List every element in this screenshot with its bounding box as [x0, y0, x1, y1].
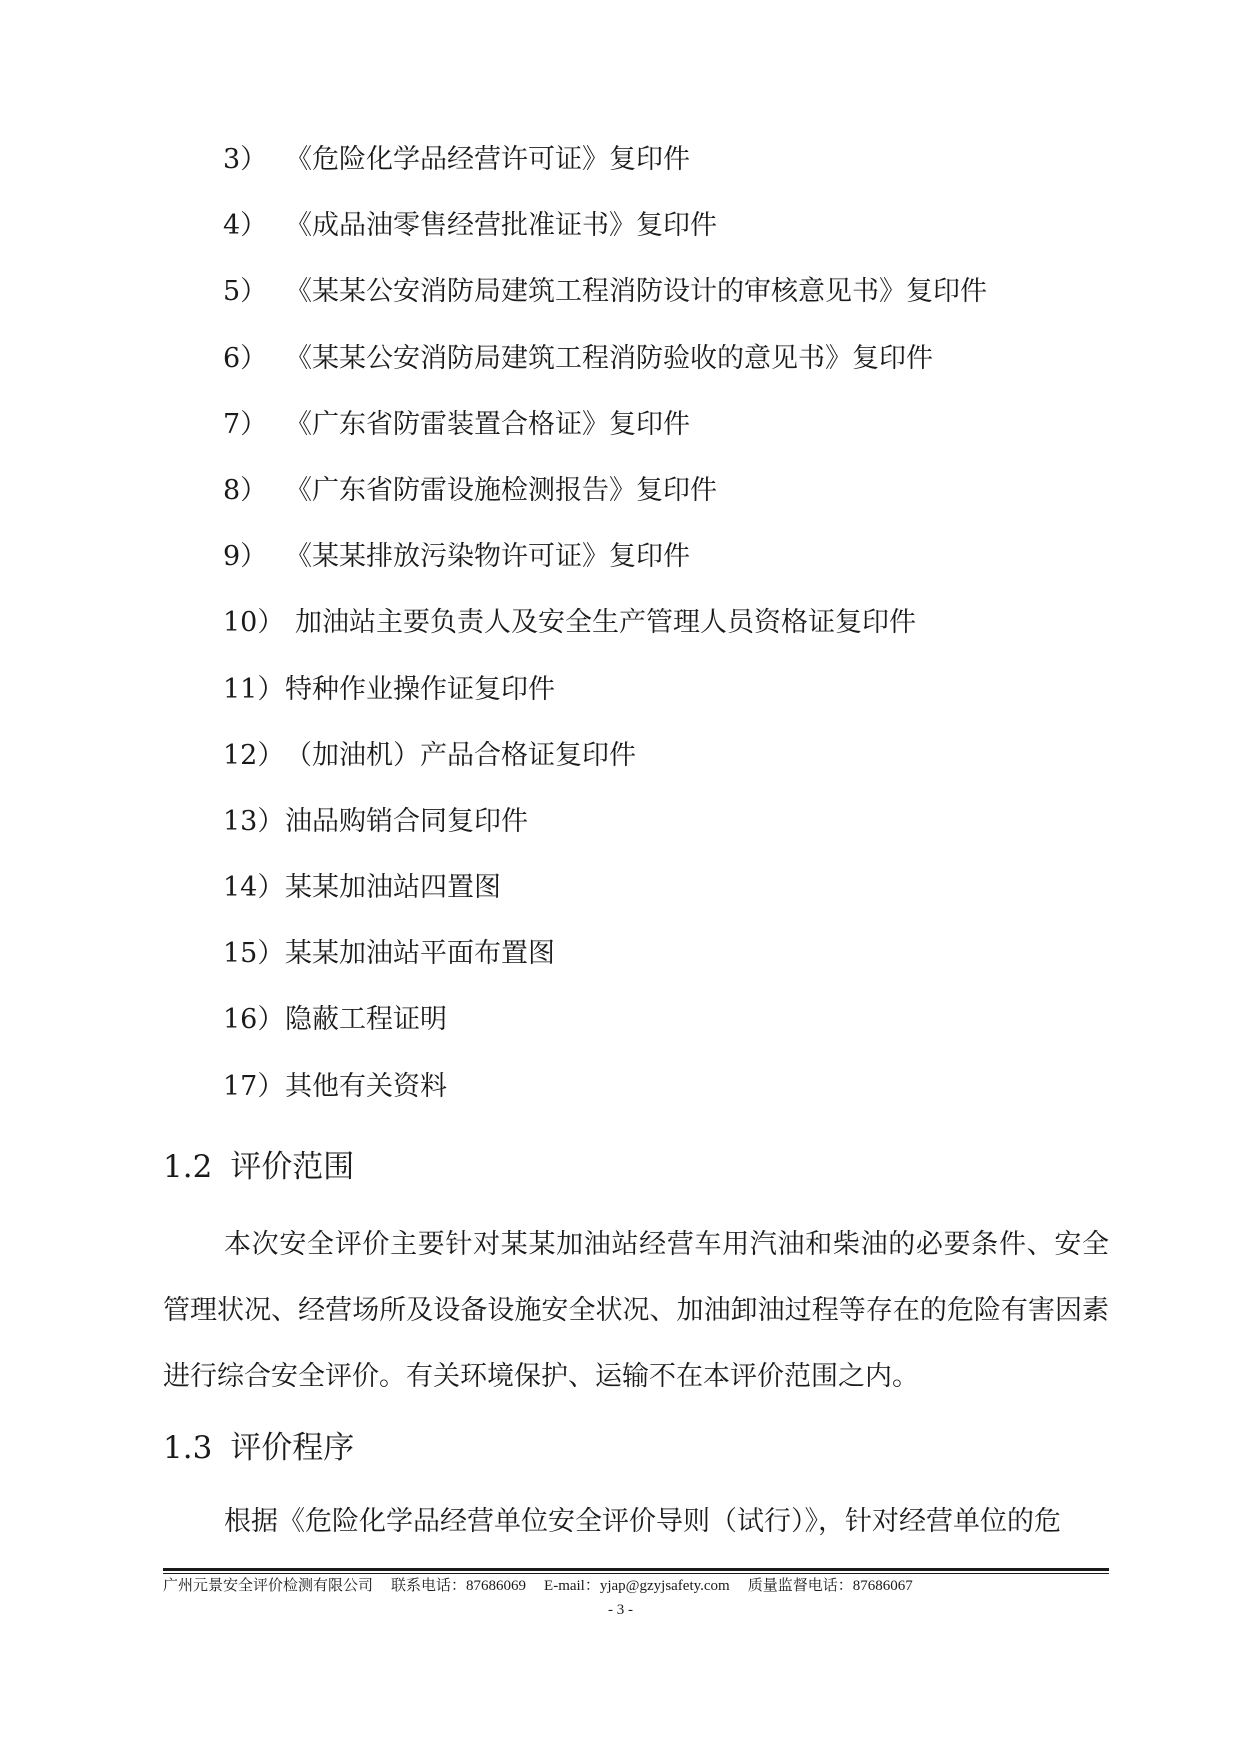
list-item-text: 《广东省防雷装置合格证》复印件: [285, 408, 690, 440]
list-item: [223, 992, 1123, 1058]
list-item-number: 3）: [223, 144, 268, 175]
procedure-paragraph: [163, 1489, 1109, 1555]
list-item: [223, 728, 1123, 794]
list-item-number: 7）: [223, 408, 268, 440]
list-item-number: 6）: [223, 342, 268, 374]
list-item-number: 5）: [223, 276, 268, 308]
list-item-number: 8）: [223, 474, 268, 506]
list-item-text: 加油站主要负责人及安全生产管理人员资格证复印件: [295, 607, 916, 639]
attachment-list: [223, 132, 1123, 1125]
list-item-text: （加油机）产品合格证复印件: [285, 739, 636, 771]
footer-email: E-mail：yjap@gzyjsafety.com: [544, 1578, 730, 1594]
section-title: 评价程序: [230, 1430, 355, 1466]
footer-company: 广州元景安全评价检测有限公司: [163, 1578, 374, 1594]
list-item-text: 油品购销合同复印件: [285, 805, 528, 837]
list-item: [223, 132, 1123, 198]
list-item-text: 特种作业操作证复印件: [285, 673, 555, 705]
list-item-number: 14）: [223, 872, 285, 904]
list-item: [223, 463, 1123, 529]
paragraph-text: 本次安全评价主要针对某某加油站经营车用汽油和柴油的必要条件、安全管理状况、经营场所及设备设施安全状况、加油卸油过程等存在的危险有害因素进行综合安全评价。有关环境保护、运输不在本评价范围之内。: [163, 1229, 1109, 1392]
footer-phone: 联系电话：87686069: [391, 1578, 527, 1594]
list-item: [223, 198, 1123, 264]
page-footer: [163, 1576, 1109, 1596]
list-item: [223, 860, 1123, 926]
list-item-number: 15）: [223, 938, 285, 970]
list-item-text: 其他有关资料: [285, 1070, 447, 1102]
list-item-number: 10）: [223, 607, 285, 639]
list-item-text: 《某某公安消防局建筑工程消防设计的审核意见书》复印件: [285, 276, 987, 308]
list-item-number: 17）: [223, 1070, 285, 1102]
section-heading-procedure: [163, 1428, 354, 1468]
list-item: [223, 397, 1123, 463]
list-item-text: 《广东省防雷设施检测报告》复印件: [285, 474, 717, 506]
list-item-number: 11）: [223, 673, 285, 705]
list-item-number: 16）: [223, 1004, 285, 1036]
section-number: 1.3: [163, 1430, 213, 1466]
footer-rule: [163, 1568, 1109, 1571]
footer-quality-phone: 质量监督电话：87686067: [747, 1578, 913, 1594]
list-item-number: 13）: [223, 805, 285, 837]
list-item: [223, 264, 1123, 330]
list-item-text: 《成品油零售经营批准证书》复印件: [285, 210, 717, 242]
list-item-text: 《某某公安消防局建筑工程消防验收的意见书》复印件: [285, 342, 933, 374]
list-item: [223, 331, 1123, 397]
list-item-text: 《某某排放污染物许可证》复印件: [285, 541, 690, 573]
list-item-text: 隐蔽工程证明: [285, 1004, 447, 1036]
list-item: [223, 529, 1123, 595]
paragraph-text: 根据《危险化学品经营单位安全评价导则（试行）》，针对经营单位的危: [224, 1506, 1061, 1537]
list-item: [223, 595, 1123, 661]
list-item-text: 某某加油站四置图: [285, 872, 501, 904]
list-item: [223, 926, 1123, 992]
list-item: [223, 1059, 1123, 1125]
list-item: [223, 662, 1123, 728]
scope-paragraph: [163, 1212, 1109, 1410]
list-item-text: 《危险化学品经营许可证》复印件: [285, 144, 690, 175]
page-number: - 3 -: [608, 1602, 633, 1618]
section-title: 评价范围: [230, 1149, 355, 1185]
list-item-number: 4）: [223, 210, 268, 242]
footer-rule: [163, 1573, 1109, 1574]
list-item-text: 某某加油站平面布置图: [285, 938, 555, 970]
list-item: [223, 794, 1123, 860]
section-heading-scope: [163, 1147, 354, 1187]
list-item-number: 12）: [223, 739, 285, 771]
section-number: 1.2: [163, 1149, 213, 1185]
list-item-number: 9）: [223, 541, 268, 573]
